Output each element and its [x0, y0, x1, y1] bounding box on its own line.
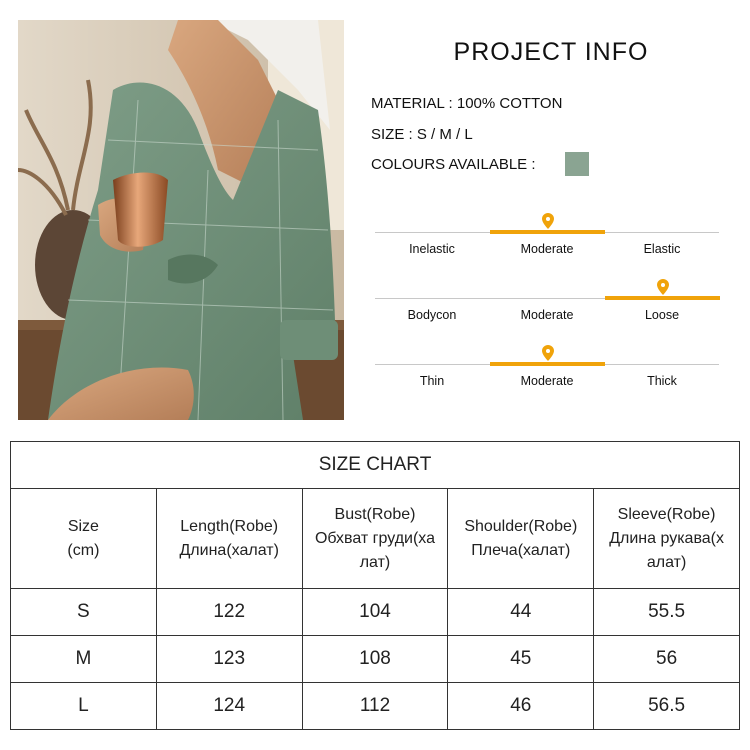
location-pin-icon: [657, 279, 669, 295]
cell-sleeve: 55.5: [594, 589, 740, 636]
cell-length: 124: [156, 683, 302, 730]
cell-length: 123: [156, 636, 302, 683]
material-text: MATERIAL : 100% COTTON: [371, 95, 563, 112]
thickness-scale: [375, 352, 719, 402]
size-text: SIZE : S / M / L: [371, 126, 473, 143]
cell-shoulder: 46: [448, 683, 594, 730]
scale-label-low: Bodycon: [407, 308, 457, 322]
cell-size: M: [11, 636, 157, 683]
scale-label-high: Thick: [647, 374, 677, 388]
cell-size: S: [11, 589, 157, 636]
fit-scale: [375, 286, 719, 336]
cell-sleeve: 56.5: [594, 683, 740, 730]
cell-bust: 104: [302, 589, 448, 636]
scale-label-high: Loose: [644, 308, 680, 322]
header-length: Length(Robe) Длина(халат): [156, 489, 302, 589]
scale-selected-segment: [490, 230, 605, 234]
location-pin-icon: [542, 345, 554, 361]
scale-label-mid: Moderate: [520, 374, 574, 388]
size-chart-table: [10, 441, 740, 730]
colours-available-text: COLOURS AVAILABLE :: [371, 156, 536, 173]
project-info-title: PROJECT INFO: [453, 38, 649, 66]
scale-label-low: Inelastic: [409, 242, 455, 256]
location-pin-icon: [542, 213, 554, 229]
header-sleeve: Sleeve(Robe) Длина рукава(х алат): [594, 489, 740, 589]
size-chart-title: SIZE CHART: [11, 442, 740, 489]
header-shoulder: Shoulder(Robe) Плеча(халат): [448, 489, 594, 589]
header-bust: Bust(Robe) Обхват груди(ха лат): [302, 489, 448, 589]
cell-bust: 108: [302, 636, 448, 683]
cell-shoulder: 45: [448, 636, 594, 683]
elasticity-scale: [375, 220, 719, 270]
scale-selected-segment: [490, 362, 605, 366]
cell-bust: 112: [302, 683, 448, 730]
cell-shoulder: 44: [448, 589, 594, 636]
scale-selected-segment: [605, 296, 720, 300]
table-row: [11, 683, 740, 730]
cell-sleeve: 56: [594, 636, 740, 683]
header-size: Size (cm): [11, 489, 157, 589]
cell-length: 122: [156, 589, 302, 636]
scale-label-high: Elastic: [643, 242, 681, 256]
size-chart-header-row: [11, 489, 740, 589]
robe-photo-illustration: [18, 20, 344, 420]
scale-label-low: Thin: [419, 374, 445, 388]
scale-label-mid: Moderate: [520, 308, 574, 322]
table-row: [11, 636, 740, 683]
colour-swatch-green[interactable]: [565, 152, 589, 176]
cell-size: L: [11, 683, 157, 730]
table-row: [11, 589, 740, 636]
product-photo: [18, 20, 344, 420]
scale-label-mid: Moderate: [520, 242, 574, 256]
